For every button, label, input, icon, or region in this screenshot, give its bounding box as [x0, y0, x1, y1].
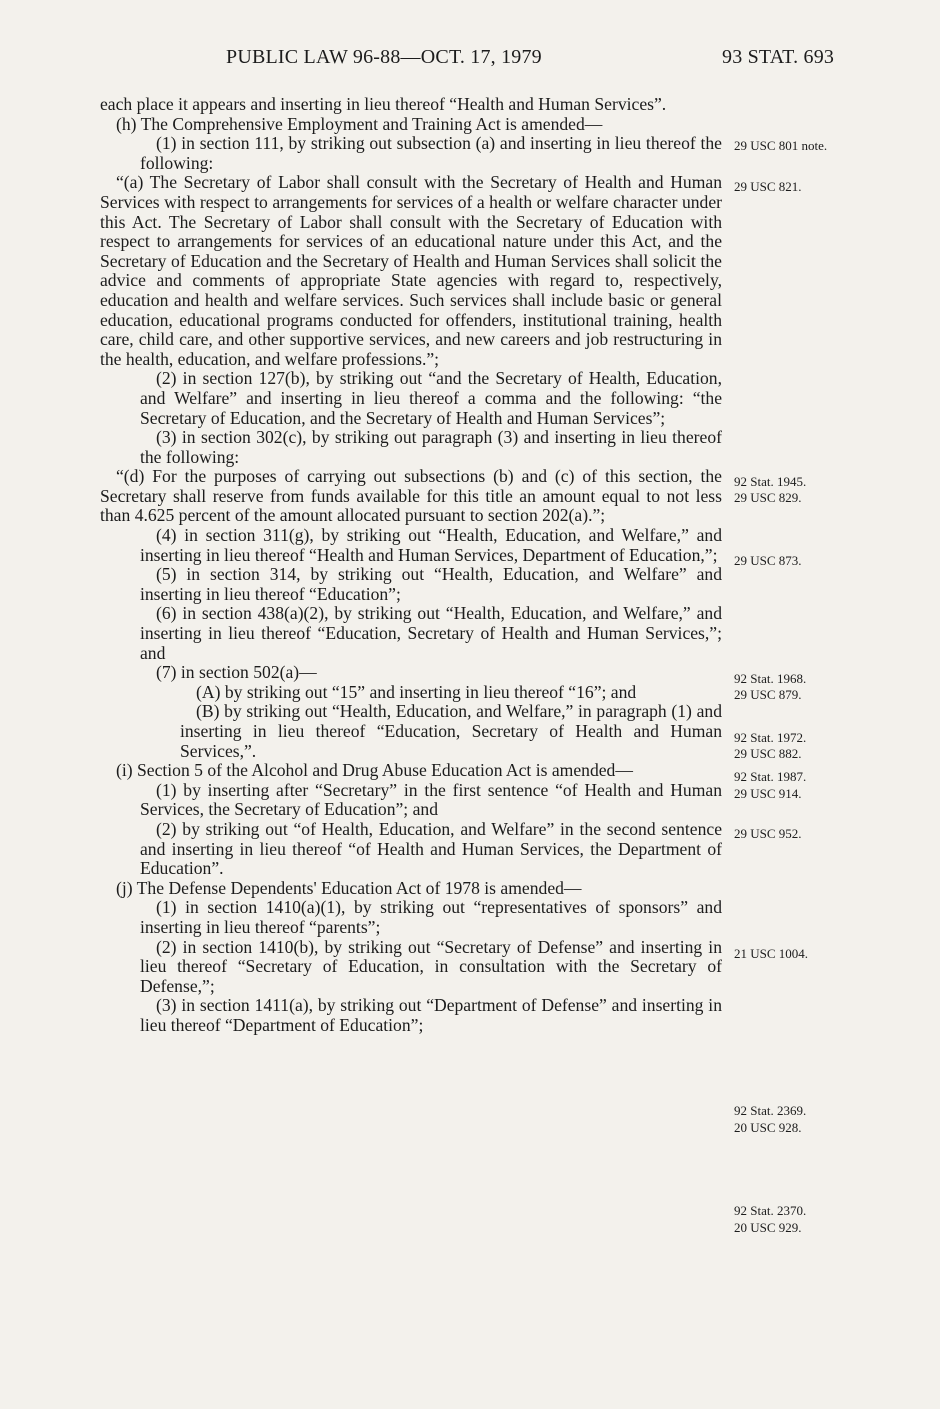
margin-note: 92 Stat. 1972.: [734, 730, 807, 745]
paragraph-h1: (1) in section 111, by striking out subsection (a) and inserting in lieu thereof the following:: [140, 133, 722, 173]
paragraph-j: (j) The Defense Dependents' Education Act of 1978 is amended—: [116, 877, 582, 898]
margin-notes: [734, 0, 934, 1409]
paragraph-h3: (3) in section 302(c), by striking out paragraph (3) and inserting in lieu thereof the following:: [140, 427, 722, 467]
margin-note: 29 USC 879.: [734, 687, 802, 702]
margin-note: 92 Stat. 2369.: [734, 1103, 807, 1118]
margin-note: 29 USC 821.: [734, 179, 802, 194]
paragraph-h7B: (B) by striking out “Health, Education, and Welfare,” in paragraph (1) and inserting in lieu thereof “Education, Secretary of Health and Human Services,”.: [180, 701, 722, 761]
body-text: [100, 95, 722, 1036]
margin-note: 20 USC 928.: [734, 1120, 802, 1135]
paragraph-i1: (1) by inserting after “Secretary” in the first sentence “of Health and Human Services, the Secretary of Education”; and: [140, 779, 722, 820]
paragraph-i: (i) Section 5 of the Alcohol and Drug Abuse Education Act is amended—: [116, 760, 633, 781]
paragraph-h7A: (A) by striking out “15” and inserting in lieu thereof “16”; and: [196, 681, 637, 702]
running-title: PUBLIC LAW 96-88—OCT. 17, 1979: [226, 46, 542, 68]
paragraph: each place it appears and inserting in lieu thereof “Health and Human Services”.: [100, 94, 667, 114]
statute-page-number: 93 STAT. 693: [722, 46, 835, 68]
paragraph-h4: (4) in section 311(g), by striking out “Health, Education, and Welfare,” and inserting in lieu thereof “Health and Human Services, Department of Education,”;: [140, 525, 722, 565]
paragraph-h2: (2) in section 127(b), by striking out “and the Secretary of Health, Education, and Welfare” and inserting in lieu thereof a comma and the following: “the Secretary of Education, and the Secretary of Health and Human Services”;: [140, 368, 722, 428]
paragraph-i2: (2) by striking out “of Health, Education, and Welfare” in the second sentence and inserting in lieu thereof “of Health and Human Services, the Department of Education”.: [140, 818, 722, 879]
margin-note: 29 USC 829.: [734, 490, 802, 505]
paragraph-j3: (3) in section 1411(a), by striking out “Department of Defense” and inserting in lieu thereof “Department of Education”;: [140, 995, 722, 1035]
margin-note: 92 Stat. 1968.: [734, 671, 807, 686]
margin-note: 92 Stat. 2370.: [734, 1203, 807, 1218]
margin-note: 29 USC 873.: [734, 553, 802, 568]
margin-note: 92 Stat. 1945.: [734, 474, 807, 489]
paragraph-j1: (1) in section 1410(a)(1), by striking out “representatives of sponsors” and inserting in lieu thereof “parents”;: [140, 897, 722, 937]
margin-note: 20 USC 929.: [734, 1220, 802, 1235]
paragraph-j2: (2) in section 1410(b), by striking out “Secretary of Defense” and inserting in lieu thereof “Secretary of Education, in consultation with the Secretary of Defense,”;: [140, 936, 722, 996]
margin-note: 21 USC 1004.: [734, 946, 809, 961]
margin-note: 29 USC 952.: [734, 826, 802, 841]
margin-note: 29 USC 914.: [734, 786, 802, 801]
quoted-paragraph-a: “(a) The Secretary of Labor shall consult with the Secretary of Health and Human Services with respect to arrangements for services of a health or welfare character under this Act. The Secretary of Labor shall consult with the Secretary of Education with respect to arrangements for services of an educational nature under this Act, and the Secretary of Education and the Secretary of Health and Human Services shall solicit the advice and comments of appropriate State agencies with regard to, respectively, education and health and welfare services. Such services shall include basic or general education, educational programs conducted for offenders, institutional training, health care, child care, and other supportive services, and new careers and job restructuring in the health, education, and welfare professions.”;: [100, 172, 722, 369]
paragraph-h7: (7) in section 502(a)—: [156, 662, 317, 683]
paragraph-h6: (6) in section 438(a)(2), by striking out “Health, Education, and Welfare,” and inserting in lieu thereof “Education, Secretary of Health and Human Services,”; and: [140, 603, 722, 663]
paragraph-h5: (5) in section 314, by striking out “Health, Education, and Welfare” and inserting in lieu thereof “Education”;: [140, 564, 722, 604]
margin-note: 29 USC 801 note.: [734, 138, 828, 153]
margin-note: 92 Stat. 1987.: [734, 769, 807, 784]
paragraph-h: (h) The Comprehensive Employment and Training Act is amended—: [116, 113, 603, 134]
quoted-paragraph-d: “(d) For the purposes of carrying out subsections (b) and (c) of this section, the Secretary shall reserve from funds available for this title an amount equal to not less than 4.625 percent of the amount allocated pursuant to section 202(a).”;: [100, 466, 722, 526]
margin-note: 29 USC 882.: [734, 746, 802, 761]
